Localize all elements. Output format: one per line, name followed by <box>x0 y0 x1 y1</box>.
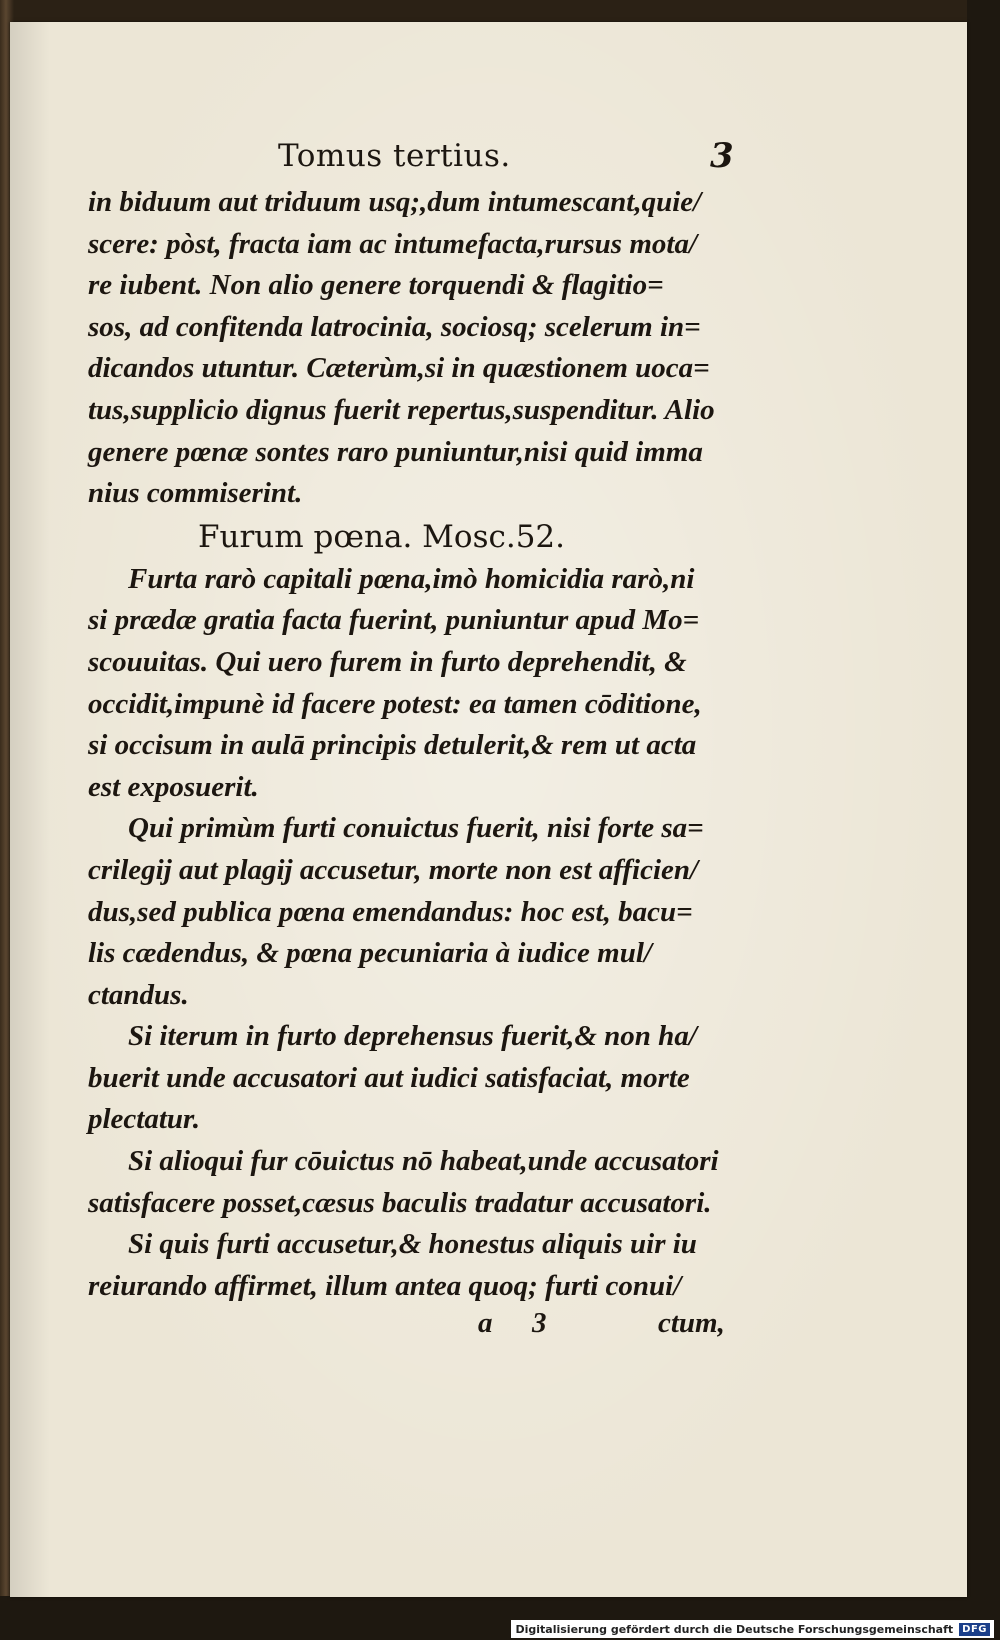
text-line: si prædæ gratia facta fuerint, puniuntur apud Mo= <box>88 604 700 637</box>
page-text <box>88 132 738 1349</box>
page-header <box>88 132 738 182</box>
text-line: Si alioqui fur cōuictus nō habeat,unde accusatori <box>128 1145 719 1178</box>
signature-mark: a <box>478 1307 493 1340</box>
footer-credit: Digitalisierung gefördert durch die Deutsche Forschungsgemeinschaft <box>515 1622 954 1636</box>
text-line: lis cædendus, & pœna pecuniaria à iudice mul/ <box>88 937 652 970</box>
text-line: tus,supplicio dignus fuerit repertus,suspenditur. Alio <box>88 393 715 426</box>
text-line: dicandos utuntur. Cæterùm,si in quæstionem uoca= <box>88 352 710 385</box>
signature-number: 3 <box>532 1307 547 1340</box>
paragraph-1 <box>88 182 738 515</box>
catchword: ctum, <box>658 1307 725 1340</box>
running-head: Tomus tertius. <box>278 138 511 174</box>
text-line: Si iterum in furto deprehensus fuerit,& non ha/ <box>128 1020 697 1053</box>
text-line: Si quis furti accusetur,& honestus aliquis uir iu <box>128 1228 697 1261</box>
text-line: scouuitas. Qui uero furem in furto deprehendit, & <box>88 645 687 678</box>
dfg-logo-icon: DFG <box>959 1623 990 1636</box>
text-line: dus,sed publica pœna emendandus: hoc est, bacu= <box>88 895 693 928</box>
paragraph-2 <box>88 559 738 809</box>
paragraph-5 <box>88 1141 738 1224</box>
text-line: genere pœnæ sontes raro puniuntur,nisi quid imma <box>88 435 703 468</box>
text-line: Furta rarò capitali pœna,imò homicidia rarò,ni <box>128 562 695 595</box>
paragraph-6 <box>88 1224 738 1307</box>
text-line: crilegij aut plagij accusetur, morte non est afficien/ <box>88 853 699 886</box>
page-number: 3 <box>710 136 734 176</box>
text-line: satisfacere posset,cæsus baculis tradatur accusatori. <box>88 1186 712 1219</box>
text-line: sos, ad confitenda latrocinia, sociosq; scelerum in= <box>88 310 701 343</box>
text-line: Qui primùm furti conuictus fuerit, nisi forte sa= <box>128 812 704 845</box>
text-line: est exposuerit. <box>88 770 259 803</box>
signature-line <box>88 1307 738 1349</box>
text-line: plectatur. <box>88 1103 200 1136</box>
digitization-footer <box>511 1620 994 1638</box>
section-heading: Furum pœna. Mosc.52. <box>198 518 565 555</box>
text-line: si occisum in aulā principis detulerit,& rem ut acta <box>88 729 697 762</box>
text-line: ctandus. <box>88 978 189 1011</box>
text-line: occidit,impunè id facere potest: ea tamen cōditione, <box>88 687 702 720</box>
text-line: nius commiserint. <box>88 477 303 510</box>
text-line: re iubent. Non alio genere torquendi & flagitio= <box>88 269 664 302</box>
text-line: reiurando affirmet, illum antea quoq; furti conui/ <box>88 1269 682 1302</box>
text-line: buerit unde accusatori aut iudici satisfaciat, morte <box>88 1061 690 1094</box>
scan-edge-right <box>967 0 1000 1640</box>
text-line: scere: pòst, fracta iam ac intumefacta,rursus mota/ <box>88 227 697 260</box>
text-line: in biduum aut triduum usq;,dum intumescant,quie/ <box>88 186 702 218</box>
paragraph-3 <box>88 808 738 1016</box>
paragraph-4 <box>88 1016 738 1141</box>
